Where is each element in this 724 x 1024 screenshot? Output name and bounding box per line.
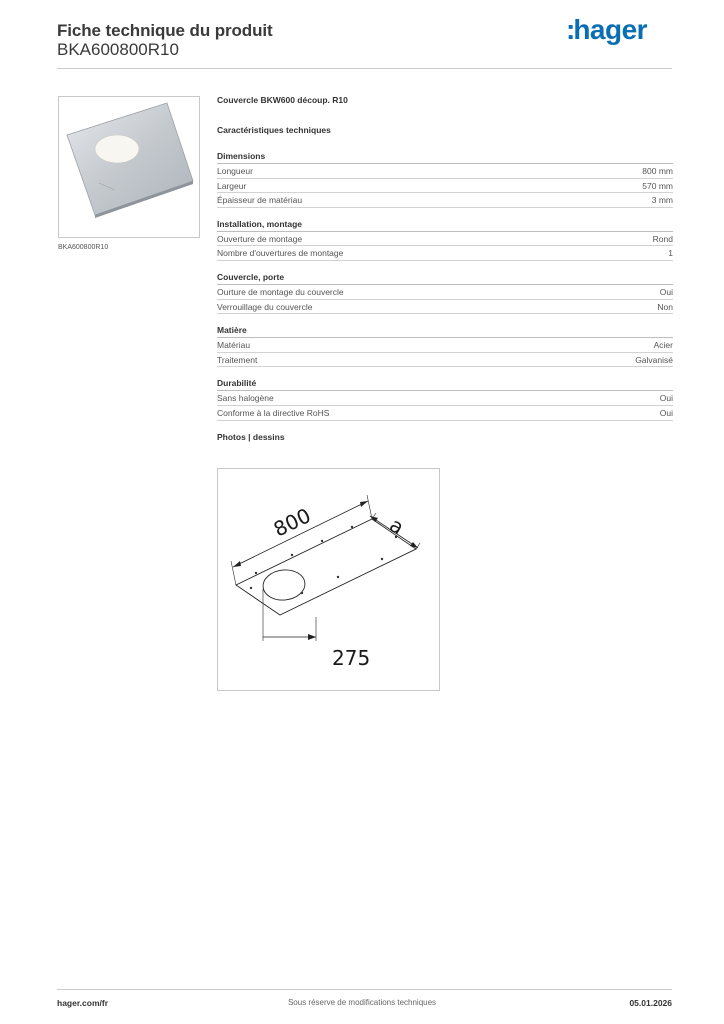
spec-group-cover-door — [217, 270, 673, 314]
spec-group-title: Dimensions — [217, 149, 673, 164]
spec-row-cover-opening — [217, 285, 673, 300]
spec-value: Galvanisé — [635, 354, 673, 365]
technical-drawing — [217, 468, 440, 691]
spec-label: Ouverture de montage — [217, 233, 303, 244]
spec-value: 3 mm — [651, 195, 673, 206]
footer-divider — [57, 989, 672, 990]
spec-label: Ourture de montage du couvercle — [217, 286, 344, 297]
spec-value: Non — [657, 301, 673, 312]
header-divider — [57, 68, 672, 69]
technical-characteristics-title: Caractéristiques techniques — [217, 125, 331, 135]
spec-group-installation — [217, 217, 673, 261]
spec-label: Verrouillage du couvercle — [217, 301, 313, 312]
product-image-caption: BKA600800R10 — [58, 244, 109, 251]
product-photo — [59, 97, 199, 237]
spec-value: Acier — [653, 340, 673, 351]
spec-row-material — [217, 338, 673, 353]
spec-label: Sans halogène — [217, 393, 274, 404]
dimension-drawing — [218, 469, 439, 690]
spec-group-title: Couvercle, porte — [217, 270, 673, 285]
spec-row-width — [217, 179, 673, 194]
spec-value: 1 — [668, 248, 673, 259]
footer-disclaimer: Sous réserve de modifications techniques — [287, 998, 437, 1007]
product-image — [58, 96, 200, 238]
hager-logo[interactable] — [566, 14, 647, 46]
product-details — [217, 93, 673, 444]
logo-text: hager — [573, 14, 648, 45]
spec-row-thickness — [217, 193, 673, 208]
spec-row-mounting-opening — [217, 232, 673, 247]
spec-group-durability — [217, 376, 673, 420]
spec-row-rohs — [217, 406, 673, 421]
page-title: Fiche technique du produit — [57, 21, 273, 40]
spec-row-length — [217, 164, 673, 179]
spec-row-cover-lock — [217, 300, 673, 315]
spec-label: Traitement — [217, 354, 258, 365]
round-cutout — [262, 568, 307, 602]
product-name: Couvercle BKW600 découp. R10 — [217, 95, 348, 105]
spec-row-treatment — [217, 353, 673, 368]
spec-label: Largeur — [217, 180, 247, 191]
spec-group-title: Durabilité — [217, 376, 673, 391]
offset-label: 275 — [332, 646, 371, 670]
spec-value: Oui — [659, 393, 673, 404]
spec-group-title: Installation, montage — [217, 217, 673, 232]
spec-row-halogen-free — [217, 391, 673, 406]
spec-row-opening-count — [217, 246, 673, 261]
width-label: a — [385, 512, 409, 540]
document-date: 05.01.2026 — [629, 998, 672, 1008]
spec-label: Matériau — [217, 340, 251, 351]
website-link[interactable]: hager.com/fr — [57, 998, 109, 1008]
spec-value: Rond — [652, 233, 673, 244]
photos-drawings-title: Photos | dessins — [217, 431, 285, 442]
spec-label: Nombre d'ouvertures de montage — [217, 248, 344, 259]
spec-group-material — [217, 323, 673, 367]
spec-value: Oui — [659, 286, 673, 297]
spec-group-title: Matière — [217, 323, 673, 338]
spec-value: 800 mm — [642, 166, 673, 176]
spec-label: Conforme à la directive RoHS — [217, 407, 330, 418]
spec-label: Épaisseur de matériau — [217, 195, 303, 206]
length-label: 800 — [269, 503, 315, 542]
spec-value: 570 mm — [642, 180, 673, 191]
spec-label: Longueur — [217, 166, 253, 176]
logo-colon: : — [566, 14, 574, 45]
product-reference: BKA600800R10 — [57, 40, 179, 59]
spec-group-dimensions — [217, 149, 673, 208]
spec-value: Oui — [659, 407, 673, 418]
